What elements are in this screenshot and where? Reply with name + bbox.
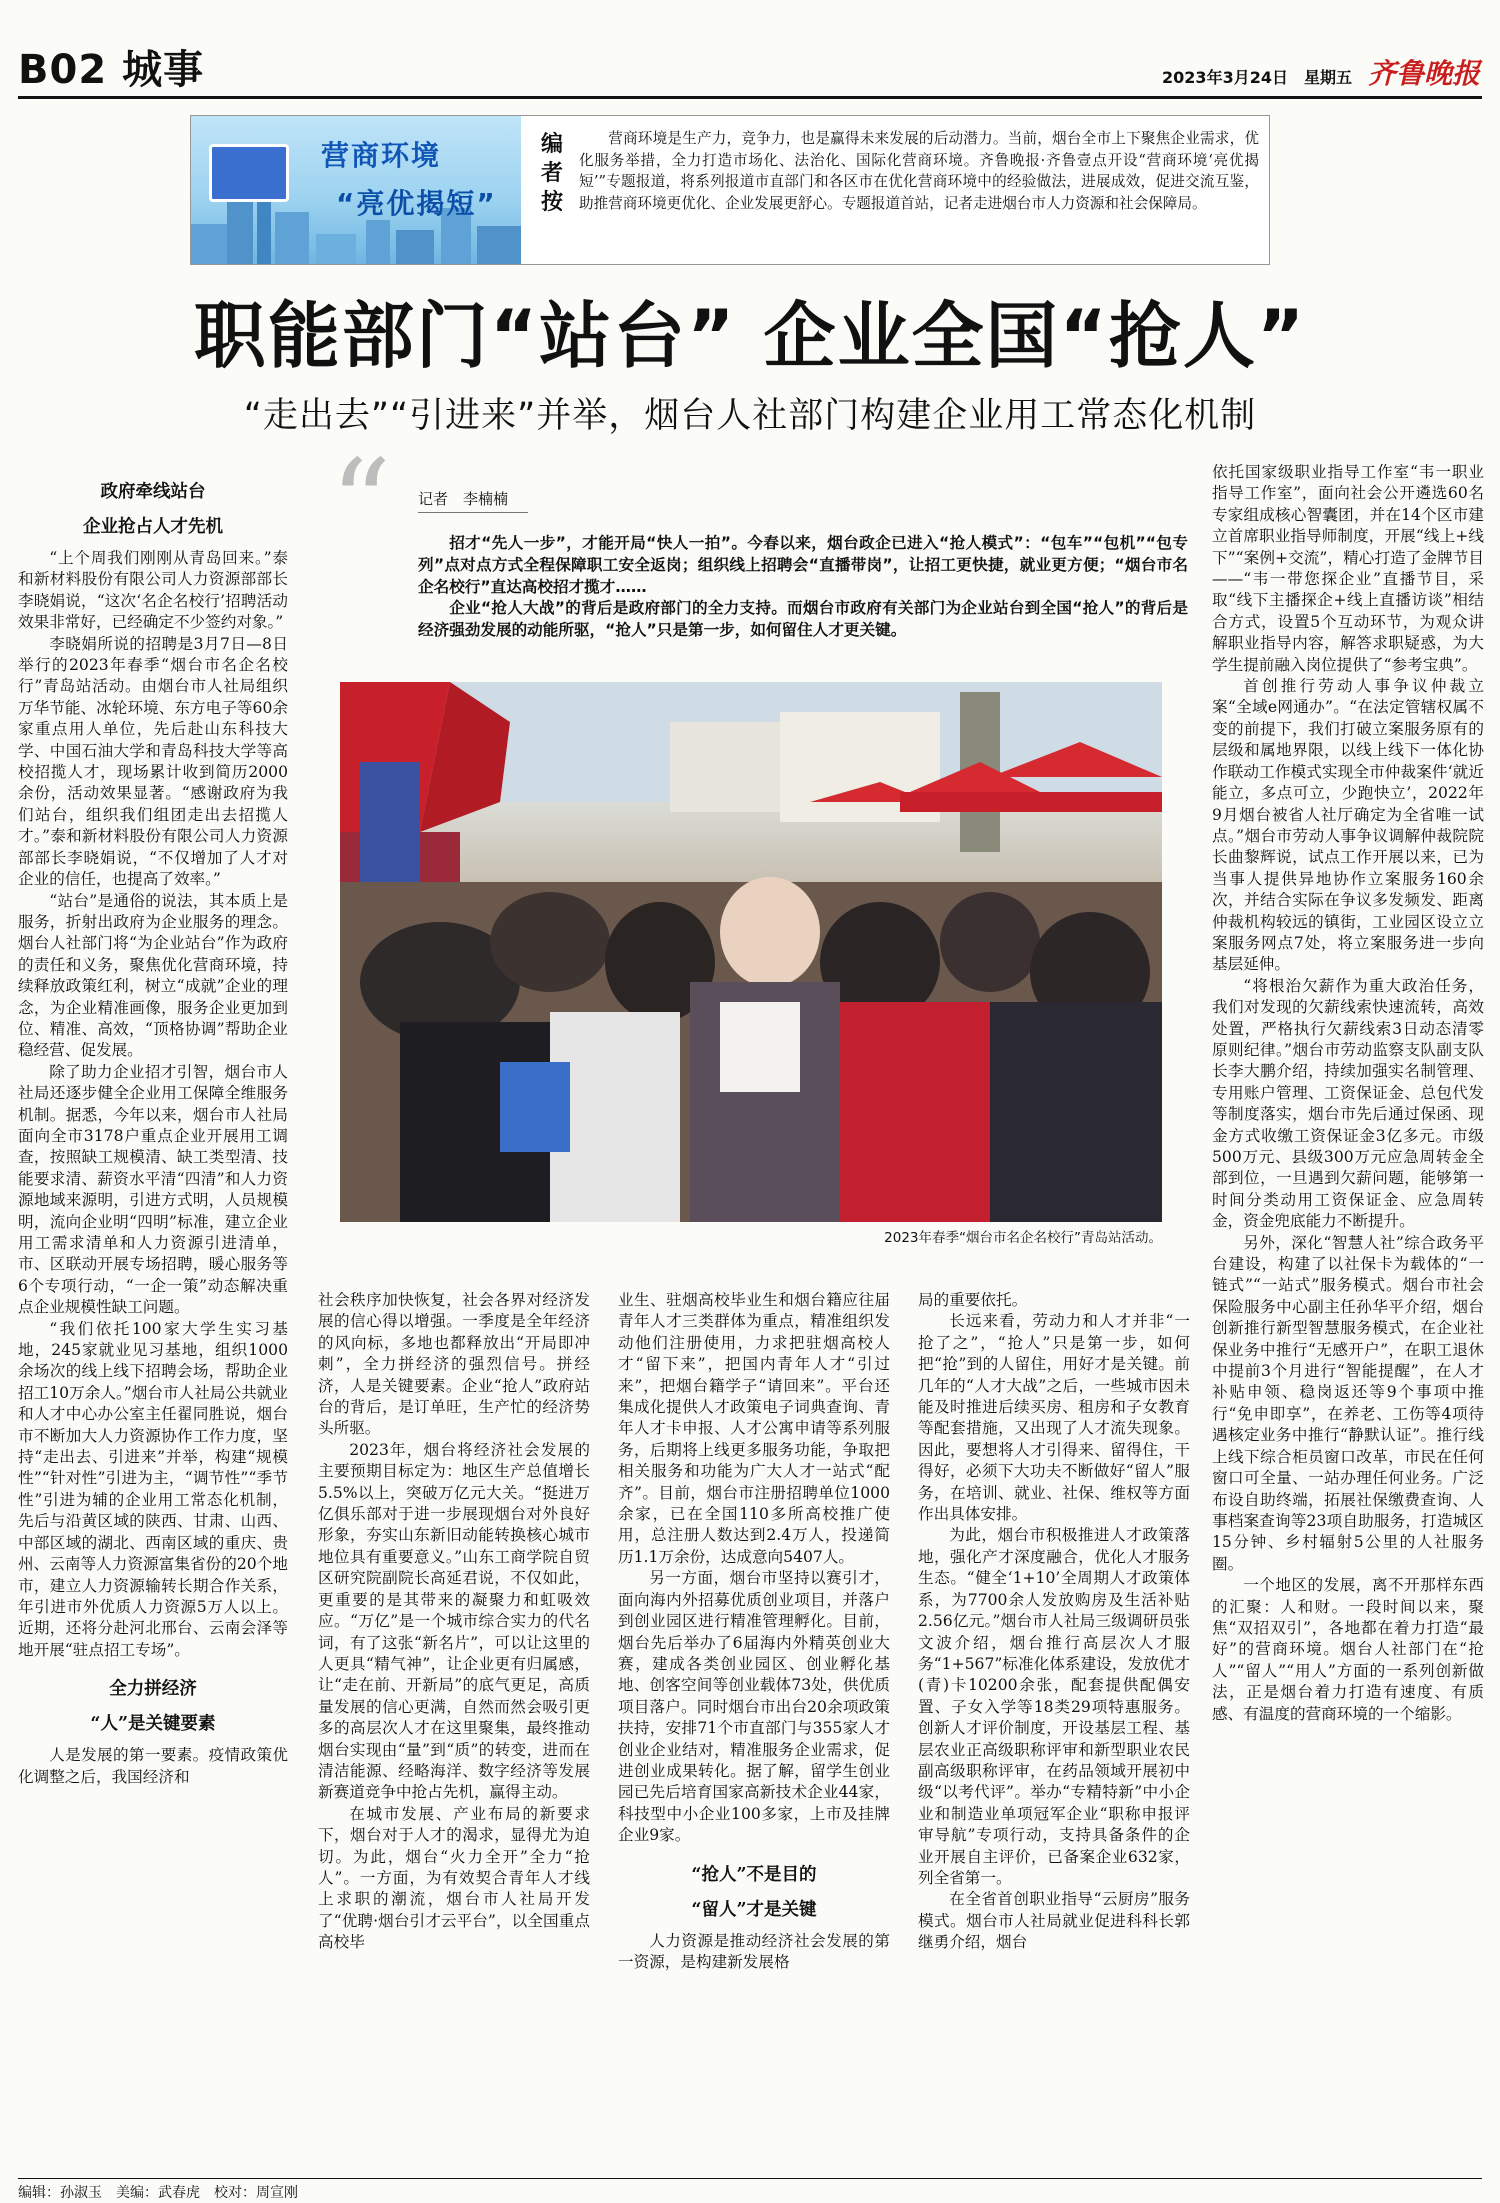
paragraph: 人力资源是推动经济社会发展的第一资源，是构建新发展格 [618,1931,890,1971]
paragraph: 另外，深化“智慧人社”综合政务平台建设，构建了以社保卡为载体的“一链式”“一站式”服务模式。烟台市社会保险服务中心副主任孙华平介绍，烟台创新推行新型智慧服务模式，在企业社保业务中推行“无感开户”，在职工退休中提前3个月进行“智能提醒”，在人才补贴申领、稳岗返还等9个事项中推行“免申即享”，在养老、工伤等4项待遇核定业务中推行“静默认证”。推行线上线下综合柜员窗口改革，市民在任何窗口可全量、一站办理任何业务。广泛布设自助终端，拓展社保缴费查询、人事档案查询等23项自助服务，打造城区15分钟、乡村辐射5公里的人社服务圈。 [1212,1233,1484,1573]
article-column-3 [618,1290,890,2118]
paragraph: 为此，烟台市积极推进人才政策落地，强化产才深度融合，优化人才服务生态。“健全‘1+10’全周期人才政策体系，为7700余人发放购房及生活补贴2.56亿元。”烟台市人社局三级调研员张文波介绍，烟台推行高层次人才服务“1+567”标准化体系建设，发放优才(青)卡10200余张，配套提供配偶安置、子女入学等18类29项特惠服务。创新人才评价制度，开设基层工程、基层农业正高级职称评审和新型职业农民副高级职称评审，在药品领域开展初中级“以考代评”。举办“专精特新”中小企业和制造业单项冠军企业“职称申报评审导航”专项行动，支持具备条件的企业开展自主评价，已备案企业632家，列全省第一。 [918,1526,1190,1887]
section-heading: “抢人”不是目的 [691,1864,817,1885]
photo-caption: 2023年春季“烟台市名企名校行”青岛站活动。 [884,1230,1162,1246]
news-photo [340,682,1162,1222]
main-headline: 职能部门“站台” 企业全国“抢人” [193,294,1307,378]
banner-title: 营商环境 [321,139,442,172]
issue-weekday: 星期五 [1303,68,1352,87]
lede-paragraph: 企业“抢人大战”的背后是政府部门的全力支持。而烟台市政府有关部门为企业站台到全国“抢人”的背后是经济强劲发展的动能所驱，“抢人”只是第一步，如何留住人才更关键。 [418,599,1188,640]
paragraph: 局的重要依托。 [918,1291,1028,1309]
section-heading: 全力拼经济 [109,1679,197,1700]
issue-date: 2023年3月24日 [1162,68,1288,87]
article-column-5 [1212,462,1484,2120]
byline-rule [418,512,528,513]
section-heading: 政府牵线站台 [100,482,206,502]
job-fair-crowd-image [340,682,1162,1222]
paragraph: 2023年，烟台将经济社会发展的主要预期目标定为：地区生产总值增长5.5%以上，突破万亿元大关。“挺进万亿俱乐部对于进一步展现烟台对外良好形象，夯实山东新旧动能转换核心城市地位具有重要意义。”山东工商学院自贸区研究院副院长高延君说，不仅如此，更重要的是其带来的凝聚力和虹吸效应。“万亿”是一个城市综合实力的代名词，有了这张“新名片”，可以让这里的人更具“精气神”，让企业更有归属感，让“走在前、开新局”的底气更足，高质量发展的信心更满，自然而然会吸引更多的高层次人才在这里聚集，最终推动烟台实现由“量”到“质”的转变，进而在清洁能源、经略海洋、数字经济等发展新赛道竞争中抢占先机，赢得主动。 [318,1440,590,1802]
staff-credits: 编辑：孙淑玉 美编：武春虎 校对：周宣刚 [18,2185,298,2201]
paragraph: 在城市发展、产业布局的新要求下，烟台对于人才的渴求，显得尤为迫切。为此，烟台“火力全开”全力“抢人”。一方面，为有效契合青年人才线上求职的潮流，烟台市人社局开发了“优聘·烟台引才云平台”，以全国重点高校毕 [318,1804,590,1952]
paragraph: 长远来看，劳动力和人才并非“一抢了之”，“抢人”只是第一步，如何把“抢”到的人留住，用好才是关键。前几年的“人才大战”之后，一些城市因未能及时推进后续买房、租房和子女教育等配套措施，又出现了人才流失现象。因此，要想将人才引得来、留得住，干得好，必须下大功夫不断做好“留人”服务，在培训、就业、社保、维权等方面作出具体安排。 [918,1312,1190,1524]
byline: 记者 李楠楠 [418,490,509,508]
paragraph: 依托国家级职业指导工作室“韦一职业指导工作室”，面向社会公开遴选60名专家组成核心智囊团，并在14个区市建立首席职业指导师制度，开展“线上+线下”“案例+交流”，精心打造了金牌节目——“韦一带您探企业”直播节目，采取“线下主播探企+线上直播访谈”相结合方式，设置5个互动环节，为观众讲解职业指导内容，解答求职疑惑，为大学生提前融入岗位提供了“参考宝典”。 [1212,463,1484,674]
lede [418,533,1188,642]
lede-paragraph: 招才“先人一步”，才能开局“快人一拍”。今春以来，烟台政企已进入“抢人模式”：“包车”“包机”“包专列”点对点方式全程保障职工安全返岗；组织线上招聘会“直播带岗”，让招工更快捷，就业更方便；“烟台市名企名校行”直达高校招才揽才…… [418,534,1188,596]
paragraph: 除了助力企业招才引智，烟台市人社局还逐步健全企业用工保障全维服务机制。据悉，今年以来，烟台市人社局面向全市3178户重点企业开展用工调查，按照缺工规模清、缺工类型清、技能要求清、薪资水平清“四清”和人力资源地域来源明，引进方式明，人员规模明，流向企业明“四明”标准，建立企业用工需求清单和人力资源引进清单，市、区联动开展专场招聘，暖心服务等6个专项行动，“一企一策”动态解决重点企业规模性缺工问题。 [18,1062,288,1317]
editor-note-text: 营商环境是生产力，竞争力，也是赢得未来发展的后动潜力。当前，烟台全市上下聚焦企业需求，优化服务举措，全力打造市场化、法治化、国际化营商环境。齐鲁晚报·齐鲁壹点开设“营商环境‘亮优揭短’”专题报道，将系列报道市直部门和各区市在优化营商环境中的经验做法，进展成效，促进交流互鉴，助推营商环境更优化、企业发展更舒心。专题报道首站，记者走进烟台市人力资源和社会保障局。 [579,130,1259,212]
footer-rule [18,2178,1482,2179]
banner-subtitle: “亮优揭短” [336,187,497,220]
sub-headline: “走出去”“引进来”并举，烟台人社部门构建企业用工常态化机制 [243,396,1257,436]
paragraph: “站台”是通俗的说法，其本质上是服务，折射出政府为企业服务的理念。烟台人社部门将“为企业站台”作为政府的责任和义务，聚焦优化营商环境，持续释放政策红利，树立“成就”企业的理念，为企业精准画像，服务企业更加到位、精准、高效，“顶格协调”帮助企业稳经营、促发展。 [18,891,288,1060]
article-column-4 [918,1290,1190,2118]
section-heading: 企业抢占人才先机 [83,517,223,537]
monitor-icon [209,144,289,202]
section-heading: “留人”才是关键 [691,1899,817,1920]
paragraph: “我们依托100家大学生实习基地，245家就业见习基地，组织1000余场次的线上线下招聘会场，帮助企业招工10万余人。”烟台市人社局公共就业和人才中心办公室主任翟同胜说，烟台市不断加大人力资源协作工作力度，坚持“走出去、引进来”并举，构建“规模性”“针对性”引进为主，“调节性”“季节性”引进为辅的企业用工常态化机制，先后与沿黄区域的陕西、甘肃、山西、中部区域的湖北、西南区域的重庆、贵州、云南等人力资源富集省份的20个地市，建立人力资源输转长期合作关系，年引进市外优质人力资源5万人以上。近期，还将分赴河北邢台、云南会泽等地开展“驻点招工专场”。 [18,1319,288,1659]
header-rule [18,96,1482,99]
newspaper-logo: 齐鲁晚报 [1367,57,1480,90]
column-banner [191,116,521,264]
paragraph: 李晓娟所说的招聘是3月7日—8日举行的2023年春季“烟台市名企名校行”青岛站活动。由烟台市人社局组织万华节能、冰轮环境、东方电子等60余家重点用人单位，先后赴山东科技大学、中国石油大学和青岛科技大学等高校招揽人才，现场累计收到简历2000余份，活动效果显著。“感谢政府为我们站台，组织我们组团走出去招揽人才。”泰和新材料股份有限公司人力资源部部长李晓娟说，“不仅增加了人才对企业的信任，也提高了效率。” [18,634,288,889]
page-section-label: B02 城事 [18,47,205,93]
masthead [1162,52,1480,92]
editor-note-box [190,115,1270,265]
paragraph: 首创推行劳动人事争议仲裁立案“全域e网通办”。“在法定管辖权属不变的前提下，我们打破立案服务原有的层级和属地界限，以线上线下一体化协作联动工作模式实现全市仲裁案件‘就近能立，多点可立，少跑快立’，2022年9月烟台被省人社厅确定为全省唯一试点。”烟台市劳动人事争议调解仲裁院院长曲黎辉说，试点工作开展以来，已为当事人提供异地协作立案服务160余次，并结合实际在争议多发频发、距离仲裁机构较远的镇街，工业园区设立立案服务网点7处，将立案服务进一步向基层延伸。 [1212,677,1484,974]
paragraph: 社会秩序加快恢复，社会各界对经济发展的信心得以增强。一季度是全年经济的风向标，多地也都释放出“开局即冲刺”，全力拼经济的强烈信号。拼经济，人是关键要素。企业“抢人”政府站台的背后，是订单旺，生产忙的经济势头所驱。 [318,1291,590,1438]
article-column-2 [318,1290,590,2118]
paragraph: 业生、驻烟高校毕业生和烟台籍应往届青年人才三类群体为重点，精准组织发动他们注册使用，力求把驻烟高校人才“留下来”，把国内青年人才“引过来”，把烟台籍学子“请回来”。平台还集成化提供人才政策电子词典查询、青年人才卡申报、人才公寓申请等系列服务，后期将上线更多服务功能，争取把相关服务和功能为广大人才一站式“配齐”。目前，烟台市注册招聘单位1000余家，已在全国110多所高校推广使用，总注册人数达到2.4万人，投递简历1.1万余份，达成意向5407人。 [618,1291,890,1566]
article-column-1 [18,478,288,2118]
paragraph: 一个地区的发展，离不开那样东西的汇聚：人和财。一段时间以来，聚焦“双招双引”，各地都在着力打造“最好”的营商环境。烟台人社部门在“抢人”“留人”“用人”方面的一系列创新做法，正是烟台着力打造有速度、有质感、有温度的营商环境的一个缩影。 [1212,1576,1484,1723]
paragraph: “上个周我们刚刚从青岛回来。”泰和新材料股份有限公司人力资源部部长李晓娟说，“这次‘名企名校行’招聘活动效果非常好，已经确定不少签约对象。” [18,549,288,632]
paragraph: 人是发展的第一要素。疫情政策优化调整之后，我国经济和 [18,1746,288,1786]
paragraph: 在全省首创职业指导“云厨房”服务模式。烟台市人社局就业促进科科长郭继勇介绍，烟台 [918,1890,1190,1952]
section-heading: “人”是关键要素 [90,1714,216,1735]
quote-mark-icon: “ [330,435,392,574]
paragraph: “将根治欠薪作为重大政治任务，我们对发现的欠薪线索快速流转，高效处置，严格执行欠薪线索3日动态清零原则纪律。”烟台市劳动监察支队副支队长李大鹏介绍，持续加强实名制管理、专用账户管理、工资保证金、总包代发等制度落实，烟台市先后通过保函、现金方式收缴工资保证金3亿多元。市级500万元、县级300万元应急周转金全部到位，一旦遇到欠薪问题，能够第一时间分类动用工资保证金、应急周转金，资金兜底能力不断提升。 [1212,976,1484,1231]
editor-note-label: 编者按 [541,132,564,215]
paragraph: 另一方面，烟台市坚持以赛引才，面向海内外招募优质创业项目，并落户到创业园区进行精准管理孵化。目前，烟台先后举办了6届海内外精英创业大赛，建成各类创业园区、创业孵化基地、创客空间等创业载体73处，供优质项目落户。同时烟台市出台20余项政策扶持，安排71个市直部门与355家人才创业企业结对，精准服务企业需求，促进创业成果转化。据了解，留学生创业园已先后培育国家高新技术企业44家，科技型中小企业100多家，上市及挂牌企业9家。 [618,1569,890,1845]
